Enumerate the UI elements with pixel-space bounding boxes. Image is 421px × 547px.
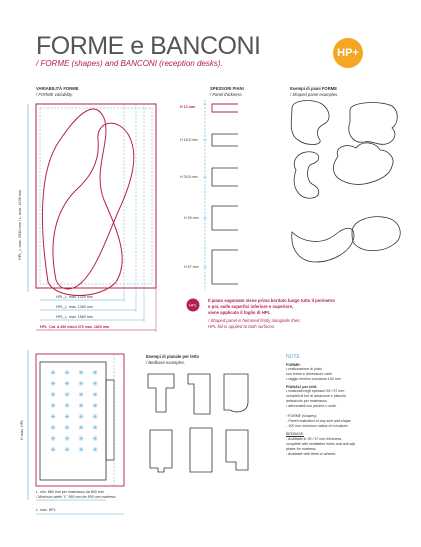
variability-heading: VARIABILITÀ FORME — [36, 86, 79, 91]
page-title: FORME e BANCONI — [36, 32, 261, 60]
vent-hole-icon: ✳ — [92, 414, 98, 421]
vent-hole-icon: ✳ — [78, 370, 84, 377]
notes-panel — [286, 354, 416, 457]
vent-hole-icon: ✳ — [50, 425, 56, 432]
edge-note-line2: e poi, sulle superfici inferiore e superiore, — [208, 304, 294, 309]
notes-forme-title: FORME: — [286, 363, 301, 367]
shaped-examples-subheading: / Shaped panel examples. — [290, 92, 339, 97]
dim-label-3: HPL_L. max. 1560 mm — [56, 315, 93, 319]
vent-hole-icon: ✳ — [64, 370, 70, 377]
vent-hole-icon: ✳ — [50, 447, 56, 454]
thickness-h57: H 57 mm — [184, 265, 199, 269]
vent-hole-icon: ✳ — [64, 381, 70, 388]
vent-hole-icon: ✳ — [92, 370, 98, 377]
vent-hole-icon: ✳ — [64, 436, 70, 443]
vent-hole-icon: ✳ — [50, 436, 56, 443]
notes-forme-item: • realizzazione di piani — [286, 367, 322, 371]
notes-pianali-item: • realizzati negli spessori 39 / 57 mm — [286, 389, 345, 393]
notes-bedbase-item: - Available with feets or wheels. — [286, 452, 337, 456]
vent-hole-icon: ✳ — [50, 403, 56, 410]
vent-hole-icon: ✳ — [50, 414, 56, 421]
hp-plus-logo: HP+ — [333, 38, 363, 68]
notes-bedbase-item: complete with ventilation holes and anti-slip — [286, 442, 356, 446]
notes-heading: NOTE — [286, 354, 300, 360]
vent-hole-icon: ✳ — [50, 392, 56, 399]
vent-hole-icon: ✳ — [92, 392, 98, 399]
notes-pianali-title: PIANALI per letti: — [286, 385, 318, 389]
vent-hole-icon: ✳ — [78, 414, 84, 421]
thickness-heading: SPESSORI PIANI — [210, 86, 244, 91]
notes-shapes-title: / FORME (shapes): — [286, 414, 317, 418]
thickness-h18: H 18,5 mm — [180, 138, 198, 142]
notes-bedbase-item: - Available in 39 / 57 mm thickness, — [286, 437, 343, 441]
notes-shapes-item: - Panel realization of any size and shape — [286, 419, 351, 423]
vent-hole-icon: ✳ — [92, 425, 98, 432]
vent-hole-icon: ✳ — [50, 370, 56, 377]
dim-label-4: HPL_Cat. A 450 e/and 475 max. 1820 mm — [40, 325, 110, 329]
thickness-h29: H 29,5 mm — [180, 175, 198, 179]
vent-hole-icon: ✳ — [92, 381, 98, 388]
notes-pianali-item: antiscivolo per materasso — [286, 399, 327, 403]
bed-max-width: L. max. HPL — [36, 508, 56, 512]
vent-hole-icon: ✳ — [64, 392, 70, 399]
shaped-examples-heading: Esempi di piani FORME — [290, 86, 337, 91]
bed-min-width-it: L. min. 860 mm per materasso da 800 mm — [36, 490, 104, 494]
vent-hole-icon: ✳ — [78, 381, 84, 388]
edge-note-en1: / Shaped panel is hemmed firstly alongside then, — [208, 318, 301, 323]
vent-hole-icon: ✳ — [50, 381, 56, 388]
bedbase-examples-heading: Esempi di pianale per letto — [146, 354, 200, 359]
edge-note-line1: Il piano sagomato viene prima bordato lungo tutto il perimetro — [208, 298, 336, 303]
dim-label-2: HPL_L. max. 1350 mm — [56, 305, 93, 309]
edge-note-en2: HPL foil is applied to both surfaces. — [208, 324, 276, 329]
notes-pianali-item: completi di fori di areazione e placche — [286, 394, 347, 398]
vent-hole-icon: ✳ — [78, 436, 84, 443]
notes-bedbase-item: plates for mattress — [286, 447, 316, 451]
edge-note-line3: viene applicato il foglio di HPL — [208, 310, 271, 315]
vent-hole-icon: ✳ — [78, 392, 84, 399]
variability-subheading: / FORME variability. — [36, 92, 73, 97]
bed-height-label: H max. HPL — [20, 419, 24, 440]
thickness-h39: H 39 mm — [184, 216, 199, 220]
bed-min-width-en: / Minimum width "L" 860 mm for 800 mm mattress. — [36, 495, 117, 499]
vent-hole-icon: ✳ — [92, 447, 98, 454]
svg-text:HPL: HPL — [189, 302, 197, 308]
vent-hole-icon: ✳ — [92, 403, 98, 410]
notes-bedbase-title: BEDBASE: — [286, 432, 304, 436]
vent-hole-icon: ✳ — [64, 403, 70, 410]
vent-hole-icon: ✳ — [78, 403, 84, 410]
vent-hole-icon: ✳ — [92, 436, 98, 443]
variability-height-label: HPL_I. max. 2030 mm / L. max. 4100 mm — [18, 189, 22, 260]
notes-pianali-item: • attrezzabili con piedini o ruote. — [286, 404, 337, 408]
vent-hole-icon: ✳ — [64, 425, 70, 432]
thickness-h12: H 12 mm — [180, 105, 195, 109]
notes-shapes-item: - 100 mm minimum radius of curvature. — [286, 424, 349, 428]
dim-label-1: HPL_L. max. 1220 mm — [56, 295, 93, 299]
vent-hole-icon: ✳ — [64, 414, 70, 421]
notes-forme-item: con forme e dimensioni varie — [286, 372, 332, 376]
notes-forme-item: • raggio minimo curvatura 100 mm — [286, 377, 341, 381]
page-subtitle: / FORME (shapes) and BANCONI (reception desks). — [36, 59, 223, 68]
vent-hole-icon: ✳ — [78, 447, 84, 454]
bedbase-examples-subheading: / Bedbase examples. — [146, 360, 186, 365]
vent-hole-icon: ✳ — [78, 425, 84, 432]
vent-hole-icon: ✳ — [64, 447, 70, 454]
thickness-subheading: / Panel thickness. — [210, 92, 243, 97]
